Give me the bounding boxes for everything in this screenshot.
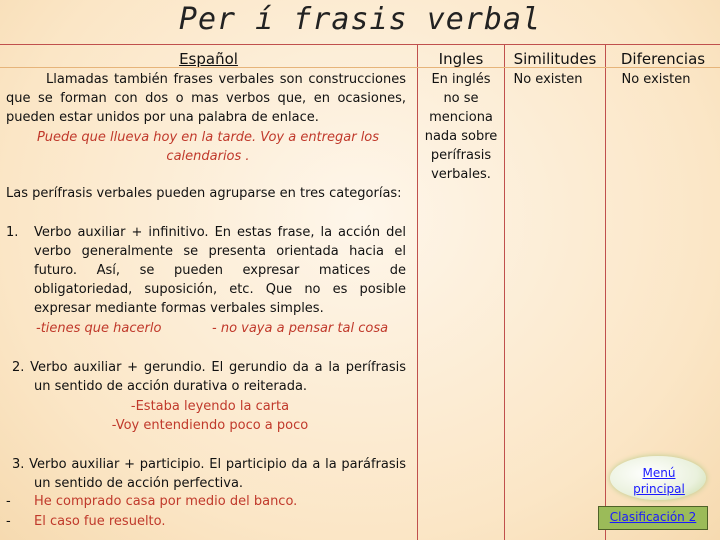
cat1-text: En estas frase, la acción del verbo generalmente se presenta orientada hacia el futuro. Así, se pueden expresar matices de obligatoriedad, suposición, etc. Que no es posible expresar mediante formas verbales simples.	[34, 225, 406, 316]
page-title: Per í frasis verbal	[178, 2, 542, 37]
category-3	[6, 455, 406, 493]
cat1-number: 1.	[6, 225, 19, 240]
menu-principal-link[interactable]: Menú principal	[633, 466, 685, 496]
header-diferencias: Diferencias	[620, 50, 706, 68]
header-similitudes: Similitudes	[513, 50, 597, 68]
cat3-example-b: El caso fue resuelto.	[34, 514, 166, 529]
cat3-example-a: He comprado casa por medio del banco.	[34, 494, 298, 509]
ingles-text: En inglés no se menciona nada sobre perífrasis verbales.	[424, 72, 498, 182]
cat3-dash-b: -	[6, 514, 11, 529]
cat3-title: 3. Verbo auxiliar + participio.	[12, 457, 205, 472]
header-espanol: Español	[179, 50, 238, 68]
similitudes-text: No existen	[513, 72, 583, 87]
header-ingles: Ingles	[438, 50, 484, 68]
cat2-example-a: -Estaba leyendo la carta	[130, 399, 290, 414]
column-divider	[504, 44, 505, 540]
espanol-examples: Puede que llueva hoy en la tarde. Voy a entregar los calendarios .	[36, 130, 380, 164]
category-2	[6, 358, 406, 396]
diferencias-text: No existen	[621, 72, 691, 87]
cat2-text: El gerundio da a la perífrasis un sentido de acción durativa o reiterada.	[34, 360, 406, 394]
column-divider	[605, 44, 606, 540]
column-divider	[417, 44, 418, 540]
clasificacion-2-link[interactable]: Clasificación 2	[609, 510, 697, 524]
cat1-example-a: -tienes que hacerlo	[36, 321, 162, 336]
cat1-title: Verbo auxiliar + infinitivo.	[34, 225, 209, 240]
cat3-dash-a: -	[6, 494, 11, 509]
cat2-title: 2. Verbo auxiliar + gerundio.	[12, 360, 206, 375]
table-top-border	[0, 44, 720, 45]
category-1	[34, 223, 406, 318]
cat2-example-b: -Voy entendiendo poco a poco	[111, 418, 309, 433]
cat1-example-b: - no vaya a pensar tal cosa	[212, 321, 389, 336]
cat3-text: El participio da a la paráfrasis un sentido de acción perfectiva.	[34, 457, 406, 491]
espanol-intro: Llamadas también frases verbales son construcciones que se forman con dos o mas verbos que, en ocasiones, pueden estar unidos por una palabra de enlace.	[6, 72, 406, 125]
categories-intro: Las perífrasis verbales pueden agruparse en tres categorías:	[6, 186, 402, 201]
